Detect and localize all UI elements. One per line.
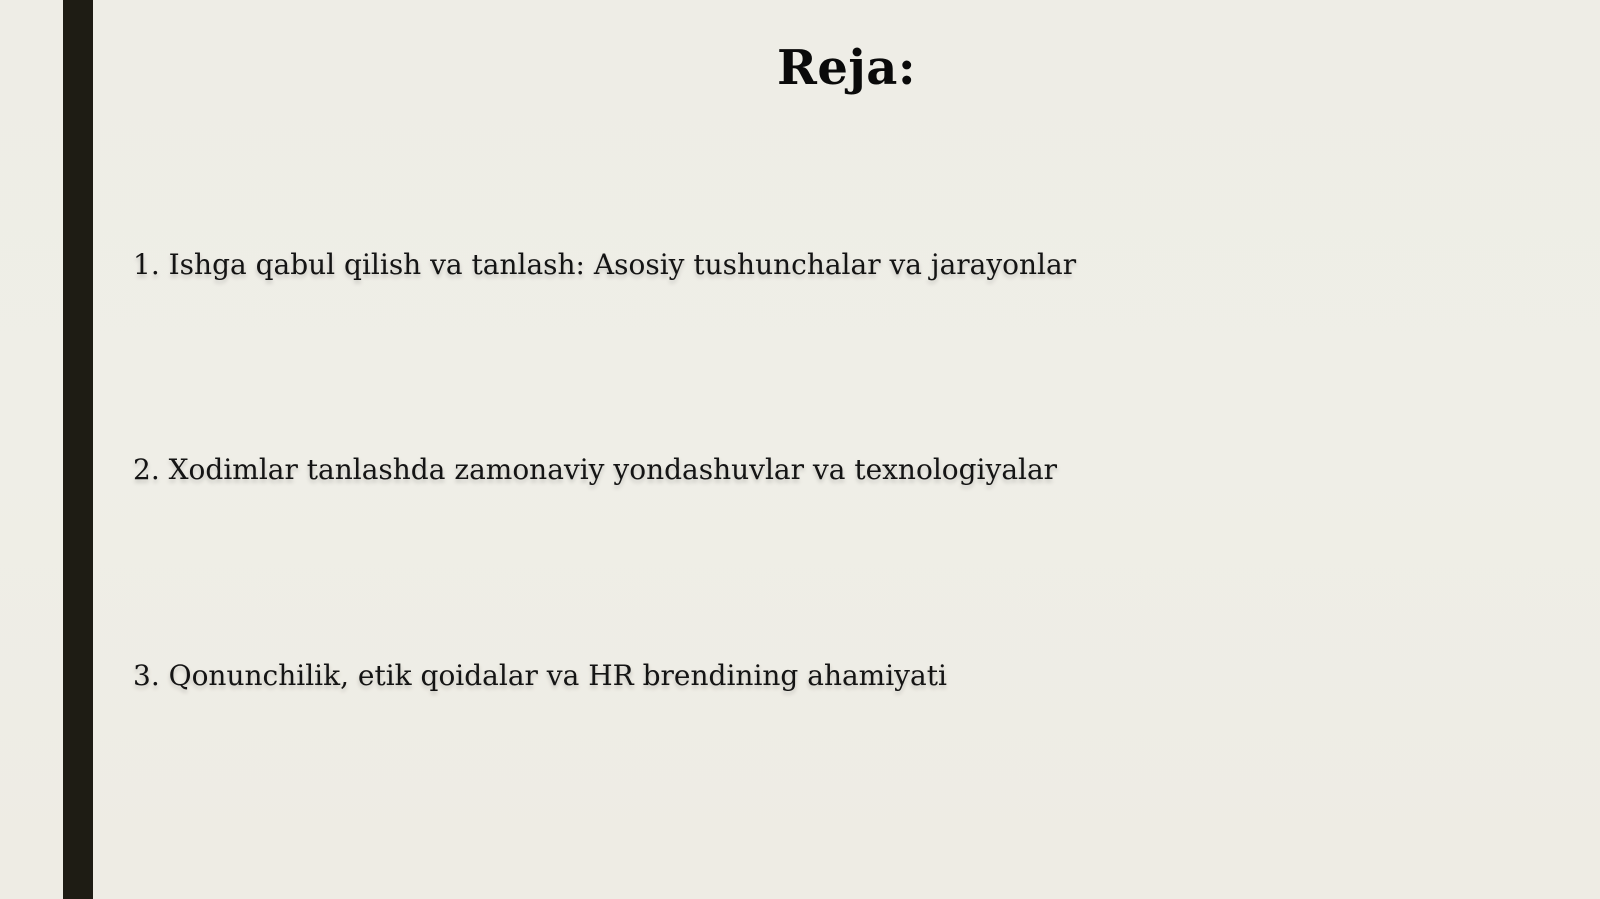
- accent-bar: [63, 0, 93, 899]
- plan-item-2: 2. Xodimlar tanlashda zamonaviy yondashuvlar va texnologiyalar: [133, 453, 1058, 486]
- plan-item-3: 3. Qonunchilik, etik qoidalar va HR brendining ahamiyati: [133, 659, 947, 692]
- slide-title: Reja:: [776, 40, 917, 96]
- plan-item-1: 1. Ishga qabul qilish va tanlash: Asosiy tushunchalar va jarayonlar: [133, 248, 1077, 281]
